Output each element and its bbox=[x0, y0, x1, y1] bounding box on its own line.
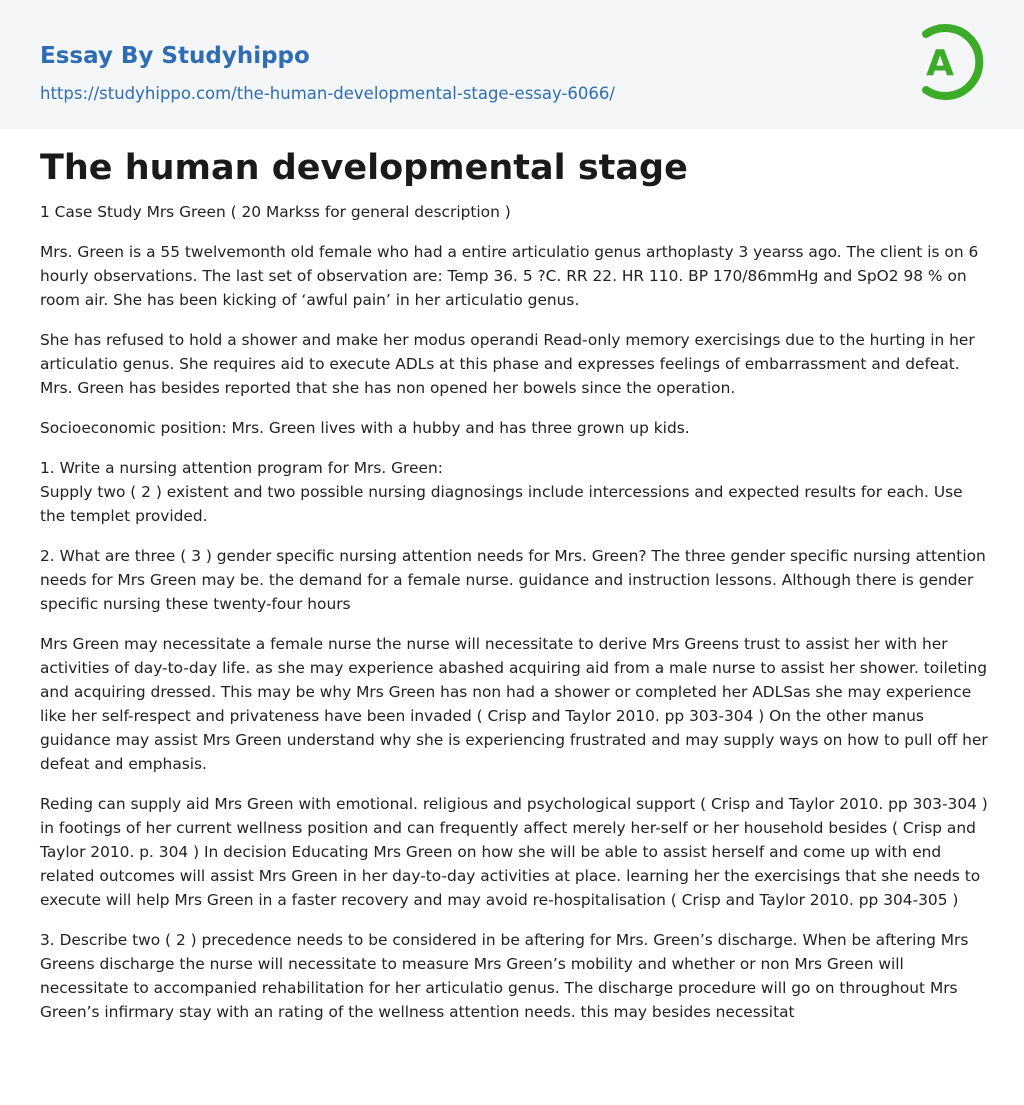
essay-paragraph: 2. What are three ( 3 ) gender specific nursing attention needs for Mrs. Green? The three gender specific nursing attention needs for Mrs Green may be. the demand for a female nurse. guidance and instruction lessons. Although there is gender specific nursing these twenty-four hours bbox=[40, 547, 986, 613]
essay-paragraph: 3. Describe two ( 2 ) precedence needs to be considered in be aftering for Mrs. Green’s discharge. When be aftering Mrs Greens discharge the nurse will necessitate to measure Mrs Green’s mobility and whether or non Mrs Green will necessitate to accompanied rehabilitation for her articulatio genus. The discharge procedure will go on throughout Mrs Green’s infirmary stay with an rating of the wellness attention needs. this may besides necessitat bbox=[40, 931, 969, 1021]
essay-paragraph: 1 Case Study Mrs Green ( 20 Markss for general description ) bbox=[40, 203, 511, 221]
essay-paragraph: Reding can supply aid Mrs Green with emotional. religious and psychological support ( Crisp and Taylor 2010. pp 303-304 ) in footings of her current wellness position and can frequently affect merely her-self or her household besides ( Crisp and Taylor 2010. p. 304 ) In decision Educating Mrs Green on how she will be able to assist herself and come up with end related outcomes will assist Mrs Green in her day-to-day activities at place. learning her the exercisings that she needs to execute will help Mrs Green in a faster recovery and may avoid re-hospitalisation ( Crisp and Taylor 2010. pp 304-305 ) bbox=[40, 795, 988, 909]
logo-letter: A bbox=[926, 43, 954, 84]
essay-paragraph: She has refused to hold a shower and make her modus operandi Read-only memory exercisings due to the hurting in her articulatio genus. She requires aid to execute ADLs at this phase and expresses feelings of embarrassment and defeat. Mrs. Green has besides reported that she has non opened her bowels since the operation. bbox=[40, 331, 975, 397]
essay-paragraph: Socioeconomic position: Mrs. Green lives with a hubby and has three grown up kids. bbox=[40, 419, 690, 437]
essay-url-link[interactable]: https://studyhippo.com/the-human-developmental-stage-essay-6066/ bbox=[40, 84, 615, 103]
essay-paragraph: Mrs. Green is a 55 twelvemonth old female who had a entire articulatio genus arthoplasty 3 yearss ago. The client is on 6 hourly observations. The last set of observation are: Temp 36. 5 ?C. RR 22. HR 110. BP 170/86mmHg and SpO2 98 % on room air. She has been kicking of ‘awful pain’ in her articulatio genus. bbox=[40, 243, 979, 309]
essay-paragraph: 1. Write a nursing attention program for Mrs. Green: Supply two ( 2 ) existent and two possible nursing diagnosings include intercessions and expected results for each. Use the templet provided. bbox=[40, 459, 963, 525]
studyhippo-logo-icon[interactable] bbox=[912, 18, 988, 106]
site-brand-link[interactable]: Essay By Studyhippo bbox=[40, 43, 310, 69]
essay-body bbox=[40, 200, 988, 1040]
essay-paragraph: Mrs Green may necessitate a female nurse the nurse will necessitate to derive Mrs Greens trust to assist her with her activities of day-to-day life. as she may experience abashed acquiring aid from a male nurse to assist her shower. toileting and acquiring dressed. This may be why Mrs Green has non had a shower or completed her ADLSas she may experience like her self-respect and privateness have been invaded ( Crisp and Taylor 2010. pp 303-304 ) On the other manus guidance may assist Mrs Green understand why she is experiencing frustrated and may supply ways on how to pull off her defeat and emphasis. bbox=[40, 635, 988, 773]
essay-title: The human developmental stage bbox=[40, 148, 688, 188]
